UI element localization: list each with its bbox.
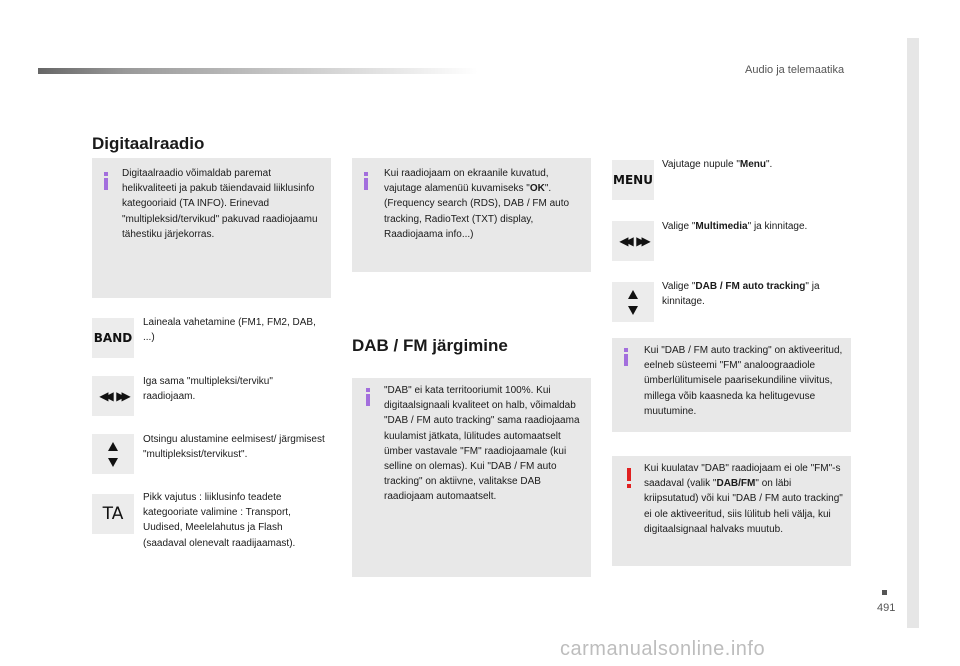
ta-button: TA [92,494,134,534]
info-text: Kui "DAB / FM auto tracking" on aktiveeritud, eelneb süsteemi "FM" analoograadiole ümberlülitumisele paarisekundiline viivitus, millega võib kaasneda ka helitugevuse muutumine. [644,345,843,417]
seek-description: Iga sama "multipleksi/terviku" raadiojaam. [143,376,273,403]
info-text: Digitaalraadio võimaldab paremat helikvaliteeti ja pakub täiendavaid liiklusinfo kategooriaid (TA INFO). Erinevad "multipleksid/tervikud" pakuvad raadiojaamu tähestiku järjekorras. [122,168,318,240]
up-down-arrows-icon [612,282,654,322]
header-gradient-bar [38,68,478,74]
step-dab-fm-text: Valige "DAB / FM auto tracking" ja kinnitage. [662,281,820,308]
warning-box-dab-unavailable [612,456,851,566]
info-box-dab-coverage [352,378,591,577]
page-number: 491 [877,602,896,614]
info-box-digitaalraadio [92,158,331,298]
info-box-fm-delay [612,338,851,432]
menu-button: MENU [612,160,654,200]
section-title-digitaalraadio: Digitaalraadio [92,134,205,153]
section-title-dab-fm: DAB / FM järgimine [352,336,508,355]
step-multimedia-text: Valige "Multimedia" ja kinnitage. [662,221,808,232]
ta-description: Pikk vajutus : liiklusinfo teadete kategooriate valimine : Transport, Uudised, Meelelahutus ja Flash (saadaval olenevalt raadijaamast). [143,492,296,549]
band-description: Laineala vahetamine (FM1, FM2, DAB, ...) [143,317,316,344]
page-edge-bar [907,38,919,628]
page-marker [882,590,887,595]
info-text: Kui raadiojaam on ekraanile kuvatud, vajutage alamenüü kuvamiseks "OK". (Frequency search (RDS), DAB / FM auto tracking, RadioText (TXT) display, Raadiojaama info...) [384,168,570,240]
up-down-arrows-icon [92,434,134,474]
warning-icon [627,468,632,488]
seek-arrows-icon: ◀◀ ▶▶ [612,221,654,261]
seek-arrows-icon: ◀◀ ▶▶ [92,376,134,416]
info-box-ok-menu [352,158,591,272]
step-menu-text: Vajutage nupule "Menu". [662,159,773,170]
info-text: "DAB" ei kata territooriumit 100%. Kui digitaalsignaali kvaliteet on halb, võimaldab "DAB / FM auto tracking" sama raadiojaama kuulamist jätkata, lülitudes automaatselt ümber vastavale "FM" raadiojaamale (kui selline on olemas). Kui "DAB / FM auto tracking" on aktiivne, valitakse DAB raadiojaam automaatselt. [384,385,580,503]
updown-description: Otsingu alustamine eelmisest/ järgmisest "multipleksist/tervikust". [143,434,325,461]
header-title: Audio ja telemaatika [745,64,845,76]
warning-text: Kui kuulatav "DAB" raadiojaam ei ole "FM"-s saadaval (valik "DAB/FM" on läbi kriipsutatud) või kui "DAB / FM auto tracking" ei ole aktiveeritud, siis lülitub heli välja, kui digitaalsignaal halvaks muutub. [644,463,843,535]
watermark: carmanualsonline.info [560,638,766,660]
band-button: BAND [92,318,134,358]
